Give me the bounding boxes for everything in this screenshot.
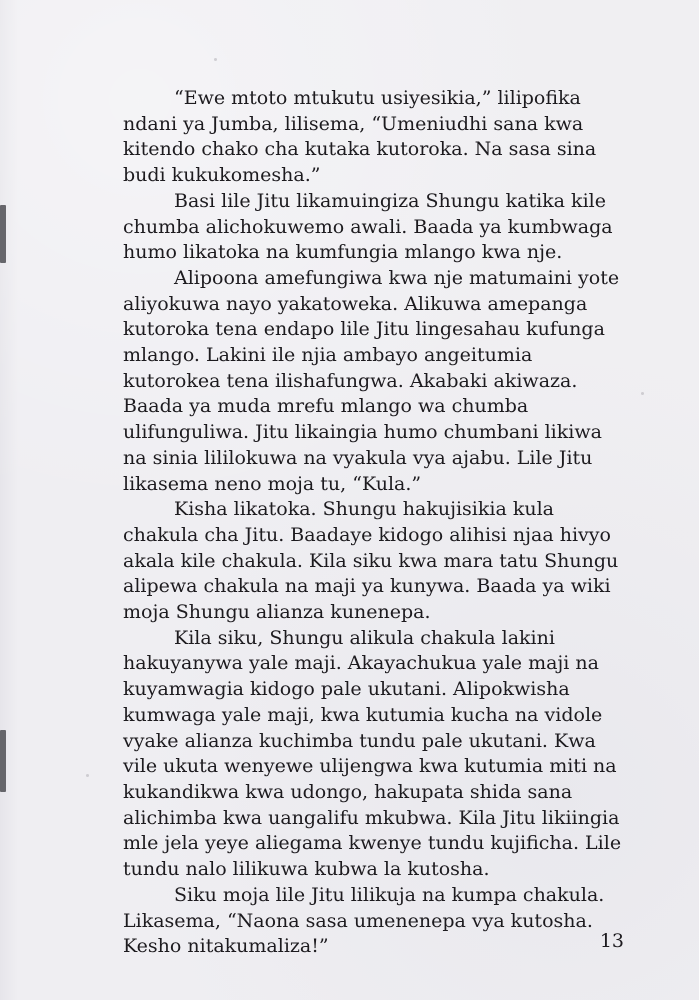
paragraph-4: Kisha likatoka. Shungu hakujisikia kula chakula cha Jitu. Baadaye kidogo alihisi njaa hivyo akala kile chakula. Kila siku kwa mara tatu Shungu alipewa chakula na maji ya kunywa. Baada ya wiki moja Shungu alianza kunenepa.	[123, 498, 619, 624]
paper-speck	[641, 392, 644, 395]
page-number: 13	[599, 930, 624, 952]
story-text	[123, 86, 628, 960]
paragraph-6: Siku moja lile Jitu lilikuja na kumpa chakula. Likasema, “Naona sasa umenenepa vya kutosha. Kesho nitakumaliza!”	[123, 883, 605, 958]
paper-speck	[214, 58, 217, 61]
paragraph-5: Kila siku, Shungu alikula chakula lakini hakuyanywa yale maji. Akayachukua yale maji na kuyamwagia kidogo pale ukutani. Alipokwisha kumwaga yale maji, kwa kutumia kucha na vidole vyake alianza kuchimba tundu pale ukutani. Kwa vile ukuta wenyewe ulijengwa kwa kutumia miti na kukandikwa kwa udongo, hakupata shida sana alichimba kwa uangalifu mkubwa. Kila Jitu likiingia mle jela yeye aliegama kwenye tundu kujificha. Lile tundu nalo lilikuwa kubwa la kutosha.	[123, 626, 622, 881]
paragraph-3: Alipoona amefungiwa kwa nje matumaini yote aliyokuwa nayo yakatoweka. Alikuwa amepanga kutoroka tena endapo lile Jitu lingesahau kufunga mlango. Lakini ile njia ambayo angeitumia kutorokea tena ilishafungwa. Akabaki akiwaza. Baada ya muda mrefu mlango wa chumba ulifunguliwa. Jitu likaingia humo chumbani likiwa na sinia lililokuwa na vyakula vya ajabu. Lile Jitu likasema neno moja tu, “Kula.”	[123, 266, 620, 495]
paragraph-1: “Ewe mtoto mtukutu usiyesikia,” lilipofika ndani ya Jumba, lilisema, “Umeniudhi sana kwa kitendo chako cha kutaka kutoroka. Na sasa sina budi kukukomesha.”	[123, 87, 597, 187]
binding-mark-top	[0, 205, 6, 263]
binding-mark-bottom	[0, 730, 6, 792]
paper-speck	[86, 774, 89, 777]
paragraph-2: Basi lile Jitu likamuingiza Shungu katika kile chumba alichokuwemo awali. Baada ya kumbwaga humo likatoka na kumfungia mlango kwa nje.	[123, 189, 613, 264]
